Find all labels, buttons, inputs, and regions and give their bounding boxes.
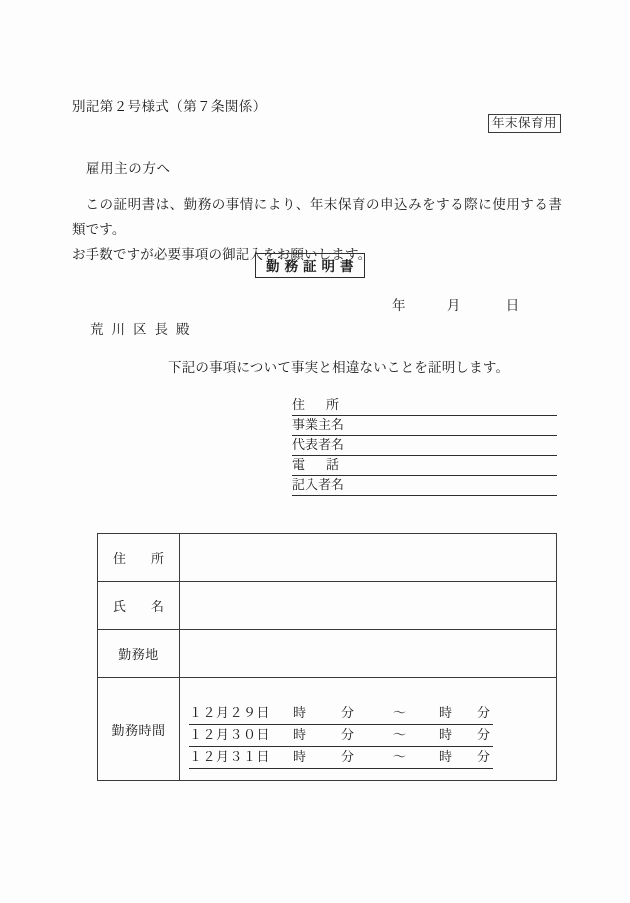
date-line: [392, 294, 519, 314]
hours-start-minute-label: 分: [341, 749, 355, 764]
usage-tag-box: 年末保育用: [488, 114, 561, 133]
table-value-working-hours: [180, 678, 557, 781]
table-value-address[interactable]: [180, 534, 557, 582]
working-hours-row-dec29[interactable]: [189, 703, 493, 725]
hours-end-hour-label: 時: [439, 705, 453, 720]
date-year-label: 年: [392, 298, 406, 313]
hours-range-tilde: 〜: [393, 727, 407, 742]
table-value-name[interactable]: [180, 582, 557, 630]
hours-start-hour-label: 時: [293, 749, 307, 764]
employee-details-table: [97, 533, 557, 781]
employer-field-representative-name-label: 代表者名: [292, 437, 345, 452]
employer-field-phone-label: 電 話: [292, 457, 341, 472]
hours-end-hour-label: 時: [439, 727, 453, 742]
hours-end-minute-label: 分: [477, 727, 491, 742]
table-label-workplace: 勤務地: [98, 630, 180, 678]
date-month-label: 月: [446, 298, 461, 313]
employer-field-writer-name-label: 記入者名: [292, 477, 345, 492]
table-row: [98, 534, 557, 582]
hours-start-minute-label: 分: [341, 727, 355, 742]
employer-field-writer-name[interactable]: [292, 476, 557, 496]
working-hours-row-dec30[interactable]: [189, 725, 493, 747]
hours-range-tilde: 〜: [393, 705, 407, 720]
certification-statement: 下記の事項について事実と相違ないことを証明します。: [168, 360, 510, 375]
table-label-working-hours: 勤務時間: [98, 678, 180, 781]
employer-field-representative-name[interactable]: [292, 436, 557, 456]
employer-field-business-name[interactable]: [292, 416, 557, 436]
employer-field-address-label: 住 所: [292, 397, 341, 412]
date-day-label: 日: [505, 298, 520, 313]
table-label-name: 氏 名: [98, 582, 180, 630]
hours-start-hour-label: 時: [293, 727, 307, 742]
hours-date-dec31: １２月３１日: [189, 749, 271, 764]
hours-end-minute-label: 分: [477, 705, 491, 720]
working-hours-row-dec31[interactable]: [189, 747, 493, 769]
hours-date-dec30: １２月３０日: [189, 727, 271, 742]
hours-start-minute-label: 分: [341, 705, 355, 720]
mayor-addressee-line: 荒川区長殿: [90, 322, 198, 337]
employer-field-phone[interactable]: [292, 456, 557, 476]
hours-end-hour-label: 時: [439, 749, 453, 764]
table-row: [98, 582, 557, 630]
document-title: 勤務証明書: [255, 253, 365, 278]
hours-date-dec29: １２月２９日: [189, 705, 271, 720]
intro-line-2: お手数ですが必要事項の御記入をお願いします。: [72, 247, 372, 262]
hours-start-hour-label: 時: [293, 705, 307, 720]
form-number: 別記第２号様式（第７条関係）: [72, 99, 267, 114]
employer-signature-block: [292, 396, 557, 496]
employer-note-heading: 雇用主の方へ: [86, 161, 171, 176]
hours-end-minute-label: 分: [477, 749, 491, 764]
intro-line-1: この証明書は、勤務の事情により、年末保育の申込みをする際に使用する書類です。: [72, 197, 562, 237]
table-row: [98, 630, 557, 678]
table-row: [98, 678, 557, 781]
hours-range-tilde: 〜: [393, 749, 407, 764]
table-value-workplace[interactable]: [180, 630, 557, 678]
working-hours-lines: [180, 689, 556, 769]
employer-field-address[interactable]: [292, 396, 557, 416]
employer-field-business-name-label: 事業主名: [292, 417, 345, 432]
table-label-address: 住 所: [98, 534, 180, 582]
